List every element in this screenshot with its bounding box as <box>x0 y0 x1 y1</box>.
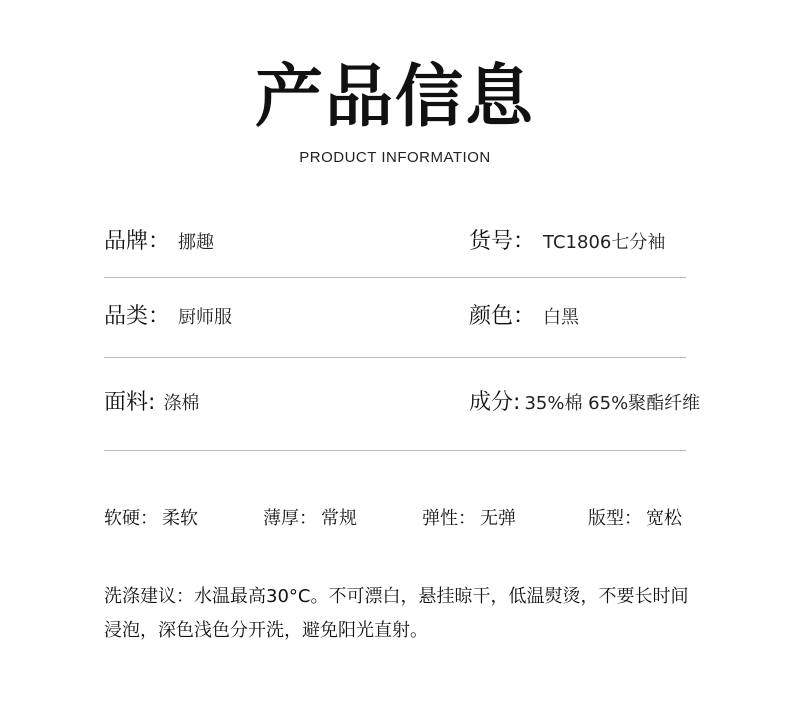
fabric-field <box>104 389 199 418</box>
divider <box>104 357 686 358</box>
item-number-value: TC1806七分袖 <box>543 232 666 253</box>
item-number-colon: ： <box>513 229 536 254</box>
item-number-label: 货号 <box>469 229 514 254</box>
attribute-fit <box>588 506 682 532</box>
brand-label: 品牌 <box>104 229 149 254</box>
page-subtitle: PRODUCT INFORMATION <box>299 149 491 166</box>
composition-colon: : <box>513 390 521 415</box>
attribute-value: 无弹 <box>480 508 516 529</box>
attribute-label: 软硬： <box>104 508 158 529</box>
care-label: 洗涤建议： <box>104 586 194 607</box>
divider <box>104 277 686 278</box>
brand-colon: ： <box>148 229 171 254</box>
color-value: 白黑 <box>543 307 580 328</box>
brand-value: 挪趣 <box>178 232 215 253</box>
composition-label: 成分 <box>469 390 514 415</box>
page-title: 产品信息 <box>254 58 535 137</box>
care-instructions <box>104 580 704 648</box>
attribute-value: 常规 <box>321 508 357 529</box>
category-value: 厨师服 <box>178 307 233 328</box>
brand-field <box>104 228 214 257</box>
composition-value: 35%棉 65%聚酯纤维 <box>524 393 701 414</box>
attribute-value: 柔软 <box>162 508 198 529</box>
attribute-softness <box>104 506 198 532</box>
fabric-colon: : <box>148 390 156 415</box>
care-text: 水温最高30°C。不可漂白，悬挂晾干，低温熨烫，不要长时间浸泡，深色浅色分开洗，避免阳光直射。 <box>104 586 689 641</box>
item-number-field <box>469 228 665 257</box>
fabric-label: 面料 <box>104 390 149 415</box>
composition-field <box>469 389 700 418</box>
category-label: 品类 <box>104 304 149 329</box>
attribute-label: 弹性： <box>422 508 476 529</box>
color-field <box>469 303 579 332</box>
attribute-label: 薄厚： <box>263 508 317 529</box>
fabric-value: 涤棉 <box>163 393 200 414</box>
category-colon: ： <box>148 304 171 329</box>
attribute-value: 宽松 <box>646 508 682 529</box>
category-field <box>104 303 232 332</box>
attribute-label: 版型： <box>588 508 642 529</box>
attribute-elasticity <box>422 506 516 532</box>
divider <box>104 450 686 451</box>
color-label: 颜色 <box>469 304 514 329</box>
color-colon: ： <box>513 304 536 329</box>
attribute-thickness <box>263 506 357 532</box>
